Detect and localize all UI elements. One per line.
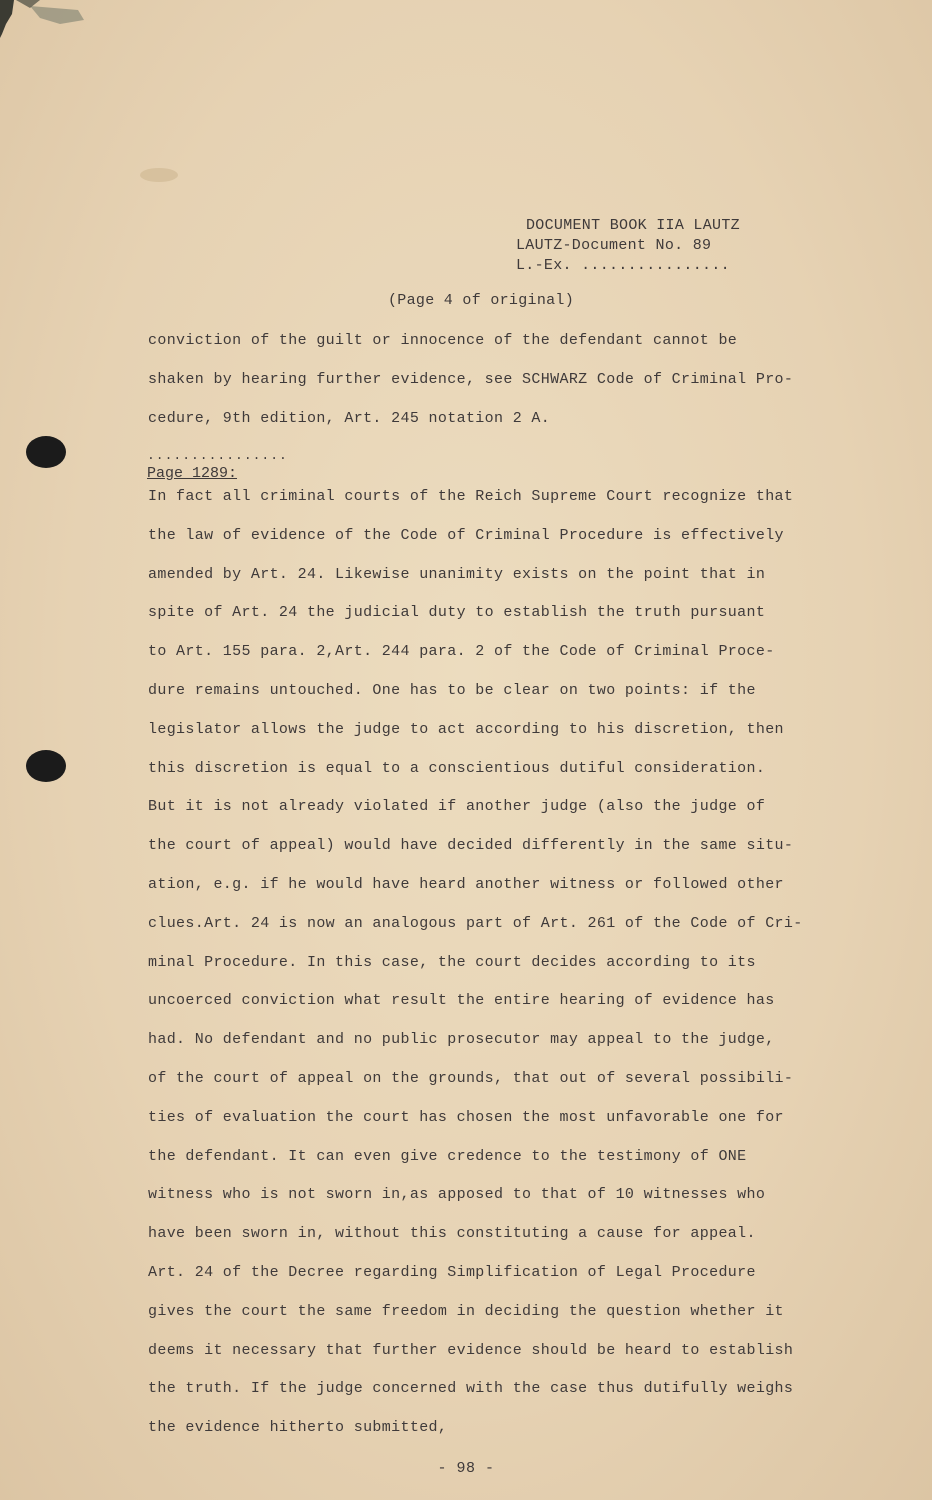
text-line: clues.Art. 24 is now an analogous part of Art. 261 of the Code of Cri- bbox=[148, 914, 803, 932]
text-line: the defendant. It can even give credence to the testimony of ONE bbox=[148, 1147, 747, 1165]
text-line: to Art. 155 para. 2,Art. 244 para. 2 of the Code of Criminal Proce- bbox=[148, 643, 775, 661]
paragraph-2 bbox=[148, 486, 828, 1456]
text-line: In fact all criminal courts of the Reich Supreme Court recognize that bbox=[148, 488, 794, 505]
text-line: uncoerced conviction what result the entire hearing of evidence has bbox=[148, 992, 775, 1010]
text-line: But it is not already violated if another judge (also the judge of bbox=[148, 798, 766, 816]
document-number: LAUTZ-Document No. 89 bbox=[516, 237, 712, 254]
text-line: cedure, 9th edition, Art. 245 notation 2 A. bbox=[148, 409, 551, 427]
text-line: deems it necessary that further evidence should be heard to establish bbox=[148, 1341, 794, 1359]
text-line: the court of appeal) would have decided differently in the same situ- bbox=[148, 837, 794, 855]
text-line: conviction of the guilt or innocence of the defendant cannot be bbox=[148, 332, 738, 349]
text-line: ties of evaluation the court has chosen the most unfavorable one for bbox=[148, 1108, 784, 1126]
document-header bbox=[516, 216, 816, 276]
punch-hole-top bbox=[26, 436, 66, 468]
page-number: - 98 - bbox=[437, 1460, 495, 1477]
text-line: gives the court the same freedom in deciding the question whether it bbox=[148, 1302, 784, 1320]
text-line: this discretion is equal to a conscientious dutiful consideration. bbox=[148, 759, 766, 777]
text-line: dure remains untouched. One has to be clear on two points: if the bbox=[148, 681, 756, 699]
text-line: the truth. If the judge concerned with the case thus dutifully weighs bbox=[148, 1380, 794, 1398]
text-line: have been sworn in, without this constituting a cause for appeal. bbox=[148, 1225, 756, 1243]
text-line: the law of evidence of the Code of Criminal Procedure is effectively bbox=[148, 526, 784, 544]
text-line: the evidence hitherto submitted, bbox=[148, 1419, 448, 1437]
text-line: had. No defendant and no public prosecutor may appeal to the judge, bbox=[148, 1031, 775, 1049]
page-of-original: (Page 4 of original) bbox=[388, 292, 575, 309]
text-line: spite of Art. 24 the judicial duty to establish the truth pursuant bbox=[148, 604, 766, 622]
text-line: minal Procedure. In this case, the court decides according to its bbox=[148, 953, 756, 971]
text-line: witness who is not sworn in,as apposed to that of 10 witnesses who bbox=[148, 1186, 766, 1204]
text-line: amended by Art. 24. Likewise unanimity exists on the point that in bbox=[148, 565, 766, 583]
punch-hole-bottom bbox=[26, 750, 66, 782]
text-line: shaken by hearing further evidence, see SCHWARZ Code of Criminal Pro- bbox=[148, 370, 794, 388]
text-line: ation, e.g. if he would have heard another witness or followed other bbox=[148, 875, 784, 893]
ellipsis-separator: ................ bbox=[147, 448, 288, 463]
document-book-label: DOCUMENT BOOK IIA LAUTZ bbox=[526, 217, 740, 234]
torn-corner-mark bbox=[0, 0, 90, 40]
text-line: Art. 24 of the Decree regarding Simplification of Legal Procedure bbox=[148, 1263, 756, 1281]
text-line: of the court of appeal on the grounds, that out of several possibili- bbox=[148, 1069, 794, 1087]
text-line: legislator allows the judge to act according to his discretion, then bbox=[148, 720, 784, 738]
exhibit-label: L.-Ex. ................ bbox=[516, 257, 730, 274]
page-reference: Page 1289: bbox=[147, 465, 238, 482]
paragraph-1 bbox=[148, 330, 828, 446]
paper-smudge bbox=[140, 168, 178, 182]
